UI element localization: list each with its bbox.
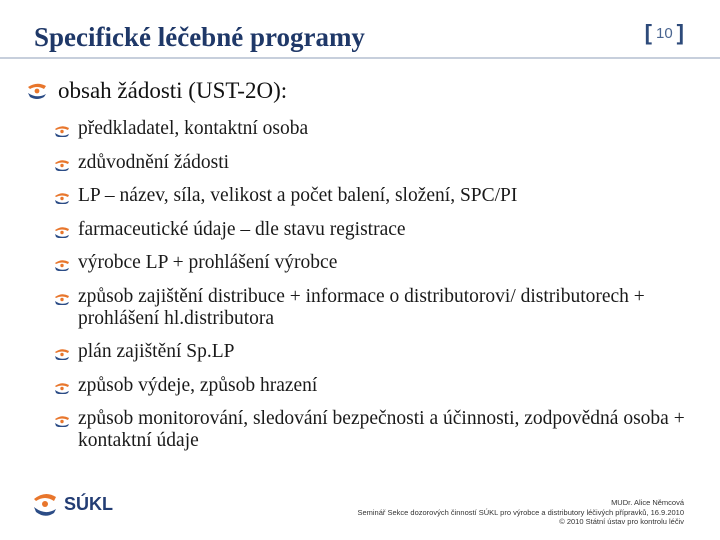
page-number <box>645 20 684 46</box>
slide-title: Specifické léčebné programy <box>34 22 365 52</box>
bullet-icon <box>54 382 70 394</box>
sukl-logo-text: SÚKL <box>64 493 113 514</box>
footer-copyright: © 2010 Státní ústav pro kontrolu léčiv <box>559 517 684 526</box>
list-item-text: zdůvodnění žádosti <box>78 151 230 173</box>
left-bracket-icon: [ <box>644 20 652 45</box>
requirements-list <box>54 118 704 464</box>
list-item-text: farmaceutické údaje – dle stavu registrace <box>78 218 406 240</box>
right-bracket-icon: ] <box>676 20 684 45</box>
bullet-icon <box>54 192 70 204</box>
list-item <box>54 341 704 363</box>
sukl-logo-icon <box>32 492 58 516</box>
sukl-logo <box>32 492 113 516</box>
bullet-icon <box>54 226 70 238</box>
list-item <box>54 185 704 207</box>
content-heading: obsah žádosti (UST-2O): <box>58 78 288 103</box>
list-item-text: plán zajištění Sp.LP <box>78 341 235 362</box>
list-item <box>54 118 704 140</box>
bullet-icon <box>54 159 70 171</box>
list-item-text: předkladatel, kontaktní osoba <box>78 118 309 139</box>
list-item-text: způsob zajištění distribuce + informace o distributorovi/ distributorech + prohlášení hl.distributora <box>78 285 645 329</box>
list-item-text: LP – název, síla, velikost a počet balení, složení, SPC/PI <box>78 185 518 206</box>
footer-seminar: Seminář Sekce dozorových činností SÚKL pro výrobce a distributory léčivých přípravků, 16.9.2010 <box>357 507 684 517</box>
list-item <box>54 375 704 397</box>
bullet-icon <box>54 348 70 360</box>
footer-author: MUDr. Alice Němcová <box>611 498 684 507</box>
list-item <box>54 152 704 174</box>
bullet-icon <box>54 259 70 271</box>
list-item <box>54 219 704 241</box>
content-heading-row <box>26 78 287 104</box>
footer-info <box>357 498 684 527</box>
bullet-icon <box>54 415 70 427</box>
list-item-text: výrobce LP + prohlášení výrobce <box>78 252 338 273</box>
list-item <box>54 408 704 452</box>
list-item <box>54 286 704 330</box>
list-item-text: způsob monitorování, sledování bezpečnosti a účinnosti, zodpovědná osoba + kontaktní údaje <box>78 408 685 451</box>
list-item-text: způsob výdeje, způsob hrazení <box>78 374 318 396</box>
heading-bullet-icon <box>26 82 48 100</box>
page-number-value: 10 <box>655 24 673 42</box>
list-item <box>54 252 704 274</box>
bullet-icon <box>54 125 70 137</box>
title-divider <box>0 57 720 59</box>
bullet-icon <box>54 293 70 305</box>
